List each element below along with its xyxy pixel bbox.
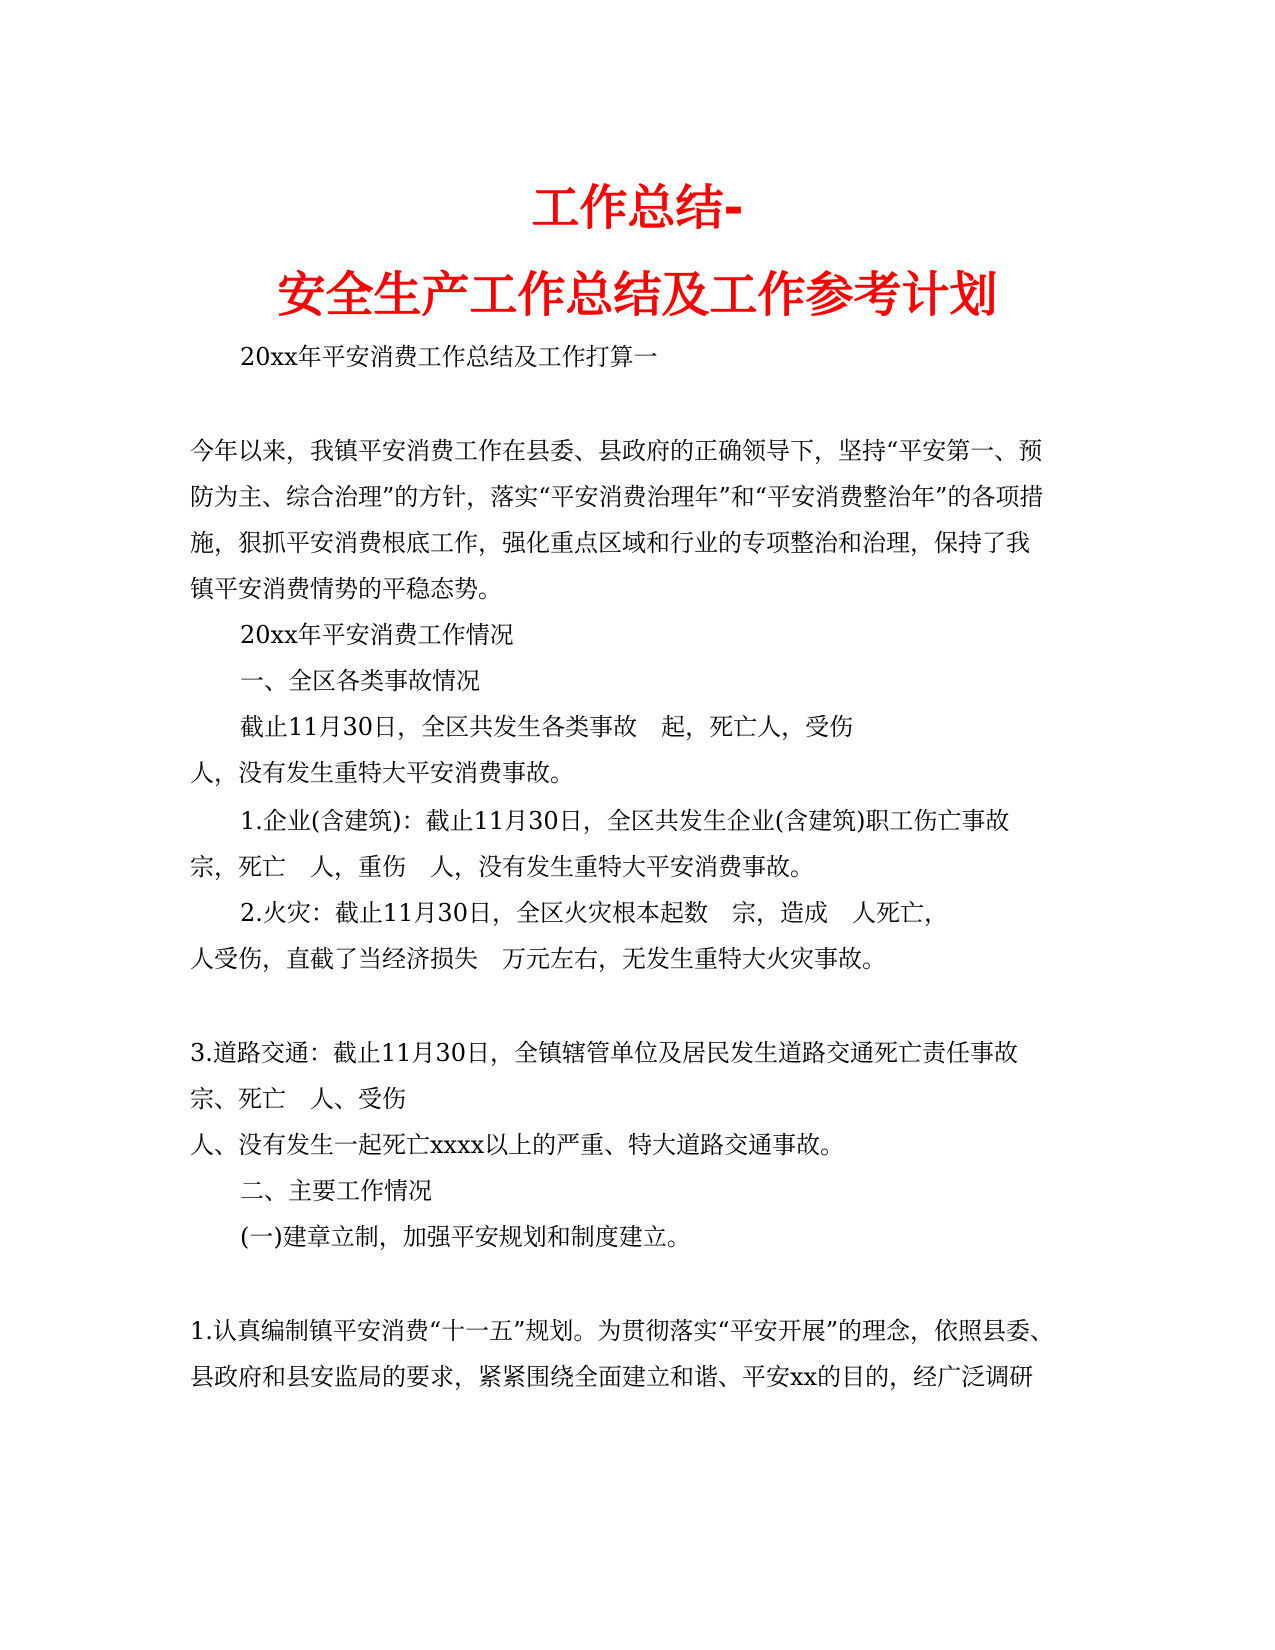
section-heading: (一)建章立制，加强平安规划和制度建立。 [240,1223,691,1251]
paragraph-line: 施，狠抓平安消费根底工作，强化重点区域和行业的专项整治和治理，保持了我 [190,529,1030,557]
paragraph-line: 人受伤，直截了当经济损失 万元左右，无发生重特大火灾事故。 [190,945,886,973]
paragraph-line: 宗，死亡 人，重伤 人，没有发生重特大平安消费事故。 [190,853,814,881]
section-heading: 二、主要工作情况 [240,1177,432,1205]
document-title-line-1: 工作总结- [531,180,744,236]
paragraph-line: 县政府和县安监局的要求，紧紧围绕全面建立和谐、平安xx的目的，经广泛调研 [190,1363,1034,1391]
paragraph-line: 人，没有发生重特大平安消费事故。 [190,759,574,787]
paragraph-line: 1.认真编制镇平安消费“十一五”规划。为贯彻落实“平安开展”的理念，依照县委、 [190,1317,1054,1345]
section-heading: 20xx年平安消费工作总结及工作打算一 [240,343,658,371]
section-heading: 20xx年平安消费工作情况 [240,621,514,649]
paragraph-line: 防为主、综合治理”的方针，落实“平安消费治理年”和“平安消费整治年”的各项措 [190,483,1044,511]
paragraph-line: 今年以来，我镇平安消费工作在县委、县政府的正确领导下，坚持“平安第一、预 [190,437,1043,465]
section-heading: 一、全区各类事故情况 [240,667,480,695]
paragraph-line: 人、没有发生一起死亡xxxx以上的严重、特大道路交通事故。 [190,1131,845,1159]
paragraph-line: 宗、死亡 人、受伤 [190,1085,406,1113]
paragraph-line: 镇平安消费情势的平稳态势。 [190,575,502,603]
paragraph-line: 2.火灾：截止11月30日，全区火灾根本起数 宗，造成 人死亡， [240,899,948,927]
document-title-line-2: 安全生产工作总结及工作参考计划 [277,267,998,323]
paragraph-line: 截止11月30日，全区共发生各类事故 起，死亡人，受伤 [240,713,854,741]
paragraph-line: 3.道路交通：截止11月30日，全镇辖管单位及居民发生道路交通死亡责任事故 [190,1039,1018,1067]
paragraph-line: 1.企业(含建筑)：截止11月30日，全区共发生企业(含建筑)职工伤亡事故 [240,807,1010,835]
